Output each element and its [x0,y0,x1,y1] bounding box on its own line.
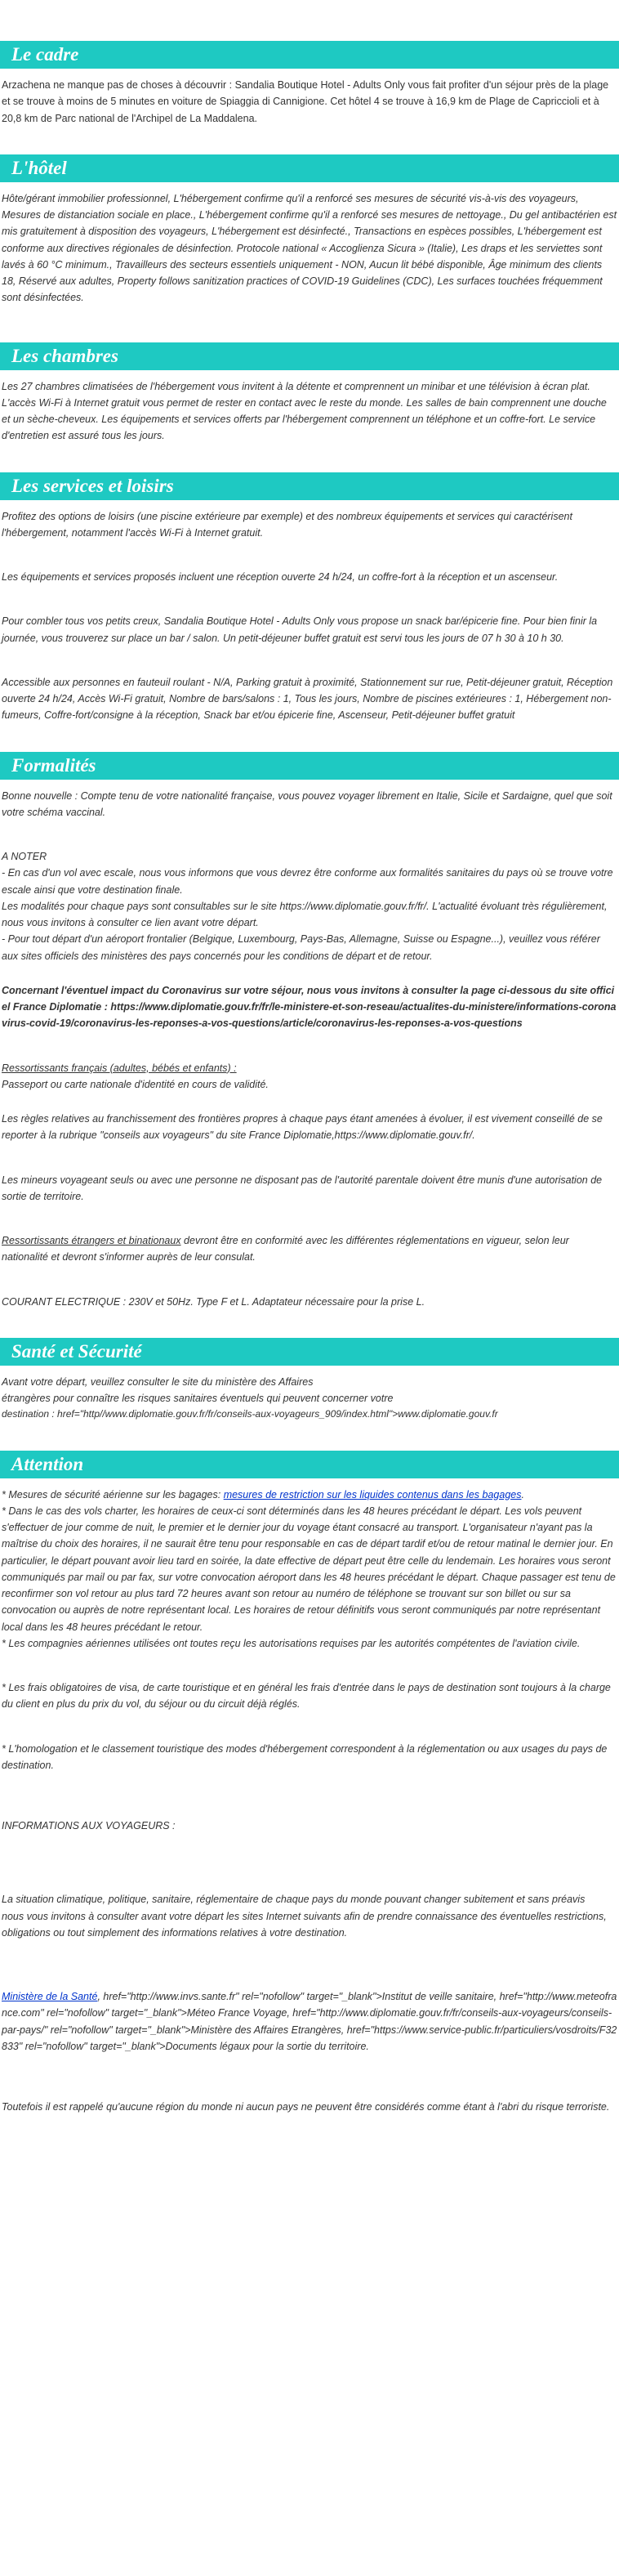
mesures-suffix: . [521,1488,524,1500]
section-title-cadre: Le cadre [0,41,619,69]
spacer [2,1042,617,1060]
situation-text [2,1891,617,1941]
hotel-text: Hôte/gérant immobilier professionnel, L'hébergement confirme qu'il a renforcé ses mesures de sécurité vis-à-vis des voyageurs, Mesures de distanciation sociale en place., L'hébergement confirme qu'il a renforcé ses mesures de nettoyage., Du gel antibactérien est mis gratuitement à disposition des voyageurs, L'hébergement est désinfecté., Transactions en espèces possibles, L'hébergement est conforme aux directives régionales de désinfection. Protocole national « Accoglienza Sicura » (Italie), Les draps et les serviettes sont lavés à 60 °C minimum., Travailleurs des secteurs essentiels uniquement - NON, Aucun lit bébé disponible, Âge minimum des clients 18, Réservé aux adultes, Property follows sanitization practices of COVID-19 Guidelines (CDC), Les surfaces touchées fréquemment sont désinfectées. [2,192,617,304]
french-nationals [2,1060,617,1093]
spacer [2,1661,617,1679]
terrorism-text: Toutefois il est rappelé qu'aucune région du monde ni aucun pays ne peuvent être considérés comme étant à l'abri du risque terroriste. [2,2101,610,2113]
section-formalites [0,752,619,1310]
spacer [2,656,617,674]
note-line-2: Les modalités pour chaque pays sont consultables sur le site https://www.diplomatie.gouv.fr/fr/. L'actualité évoluant très régulièrement, nous vous invitons à consulter ce lien avant votre départ. [2,900,608,928]
services-p4: Accessible aux personnes en fauteuil roulant - N/A, Parking gratuit à proximité, Stationnement sur rue, Petit-déjeuner gratuit, Réception ouverte 24 h/24, Accès Wi-Fi gratuit, Nombre de bars/salons : 1, Tous les jours, Nombre de piscines extérieures : 1, Hébergement non-fumeurs, Coffre-fort/consigne à la réception, Snack bar et/ou épicerie fine, Ascenseur, Petit-déjeuner buffet gratuit [2,676,613,722]
section-title-formalites: Formalités [0,752,619,780]
french-nationals-text: Passeport ou carte nationale d'identité en cours de validité. [2,1078,269,1090]
foreign-nationals [2,1232,617,1266]
french-nationals-title: Ressortissants français (adultes, bébés et enfants) : [2,1062,237,1074]
health-line-2: étrangères pour connaître les risques sanitaires éventuels qui peuvent concerner votre [2,1393,394,1404]
attention-frais: * Les frais obligatoires de visa, de carte touristique et en général les frais d'entrée dans le pays de destination sont toujours à la charge du client en plus du prix du vol, du séjour ou du circuit déjà réglés. [2,1682,611,1711]
attention-mesures [2,1487,617,1503]
services-p2: Les équipements et services proposés incluent une réception ouverte 24 h/24, un coffre-fort à la réception et un ascenseur. [2,571,559,583]
spacer [2,1214,617,1232]
ministere-sante-link[interactable]: Ministère de la Santé [2,1991,98,2003]
cadre-text: Arzachena ne manque pas de choses à découvrir : Sandalia Boutique Hotel - Adults Only vous fait profiter d'un séjour près de la plage et se trouve à moins de 5 minutes en voiture de Spiaggia di Cannigione. Cet hôtel 4 se trouve à 16,9 km de Plage de Capriccioli et à 20,8 km de Parc national de l'Archipel de La Maddalena. [2,79,609,124]
section-sante [0,1338,619,1423]
spacer [2,595,617,613]
section-body-sante [0,1366,619,1423]
covid-notice: Concernant l'éventuel impact du Coronavirus sur votre séjour, nous vous invitons à consulter la page ci-dessous du site officiel France Diplomatie : https://www.diplomatie.gouv.fr/fr/le-ministere-et-son-reseau/actualites-du-ministere/informations-coronavirus-covid-19/coronavirus-les-reponses-a-vos-questions/article/coronavirus-les-reponses-a-vos-questions [2,984,617,1030]
minors-text: Les mineurs voyageant seuls ou avec une personne ne disposant pas de l'autorité parentale doivent être munis d'une autorisation de sortie de territoire. [2,1174,603,1202]
spacer [2,1723,617,1741]
section-title-hotel: L'hôtel [0,154,619,182]
formalites-note [2,848,617,964]
borders-text: Les règles relatives au franchissement des frontières propres à chaque pays étant amenées à évoluer, il est vivement conseillé de se reporter à la rubrique "conseils aux voyageurs" du site France Diplomatie,https://www.diplomatie.gouv.fr/. [2,1113,603,1142]
health-line-3: destination : href="http//www.diplomatie.gouv.fr/fr/conseils-aux-voyageurs_909/index.html">www.diplomatie.gouv.fr [2,1408,498,1420]
chambres-text: Les 27 chambres climatisées de l'hébergement vous invitent à la détente et comprennent un minibar et une télévision à écran plat. L'accès Wi-Fi à Internet gratuit vous permet de rester en contact avec le reste du monde. Les salles de bain comprennent une douche et un sèche-cheveux. Les équipements et services offerts par l'hébergement comprennent un téléphone et un coffre-fort. Le service d'entretien est assuré tous les jours. [2,380,607,442]
spacer [2,1154,617,1172]
official-sites-text: , href="http://www.invs.sante.fr" rel="nofollow" target="_blank">Institut de veille sanitaire, href="http://www.meteofrance.com" rel="nofollow" target="_blank">Méteo France Voyage, href="http://www.diplomatie.gouv.fr/fr/conseils-aux-voyageurs/conseils-par-pays/" rel="nofollow" target="_blank">Ministère des Affaires Etrangères, href="https://www.service-public.fr/particuliers/vosdroits/F32833" rel="nofollow" target="_blank">Documents légaux pour la sortie du territoire. [2,1991,617,2052]
health-line-1: Avant votre départ, veuillez consulter le site du ministère des Affaires [2,1375,314,1388]
situation-line-2: nous vous invitons à consulter avant votre départ les sites Internet suivants afin de prendre connaissance des éventuelles restrictions, obligations ou tout simplement des informations relatives à votre destination. [2,1910,607,1939]
official-sites [2,1988,617,2055]
section-attention [0,1451,619,2116]
services-p3: Pour combler tous vos petits creux, Sandalia Boutique Hotel - Adults Only vous propose un snack bar/épicerie fine. Pour bien finir la journée, vous trouverez sur place un bar / salon. Un petit-déjeuner buffet gratuit est servi tous les jours de 07 h 30 à 10 h 30. [2,615,598,644]
section-services [0,472,619,724]
spacer [2,1276,617,1294]
attention-homologation: * L'homologation et le classement touristique des modes d'hébergement correspondent à la réglementation ou aux usages du pays de destination. [2,1742,608,1771]
mesures-prefix: * Mesures de sécurité aérienne sur les bagages: [2,1488,224,1500]
spacer [2,1844,617,1891]
attention-charter: * Dans le cas des vols charter, les horaires de ceux-ci sont déterminés dans les 48 heures précédant le départ. Les vols peuvent s'effectuer de jour comme de nuit, le premier et le dernier jour du voyage étant consacré au transport. L'organisateur n'ayant pas la maîtrise du choix des horaires, il ne saurait être tenu pour responsable en cas de départ tardif et/ou de retour matinal le dernier jour. En particulier, le départ pouvant avoir lieu tard en soirée, la date effective de départ peut être celle du lendemain. Les horaires vous seront communiqués par mail ou par fax, sur votre convocation aéroport dans les 48 heures précédant le départ. Chaque passager est tenu de reconfirmer son vol retour au plus tard 72 heures avant son retour au numéro de téléphone se trouvant sur son billet ou sur sa convocation ou auprès de notre représentant local. Les horaires de retour définitifs vous seront communiqués par notre représentant local dans les 48 heures précédant le retour. [2,1505,616,1633]
spacer [2,964,617,982]
section-body-formalites [0,780,619,1310]
foreign-nationals-text: devront être en conformité avec les différentes réglementations en vigueur, selon leur nationalité et devront s'informer auprès de leur consulat. [2,1235,569,1263]
spacer [2,2064,617,2099]
note-line-3: - Pour tout départ d'un aéroport frontalier (Belgique, Luxembourg, Pays-Bas, Allemagne, Suisse ou Espagne...), veuillez vous référer aux sites officiels des ministères des pays concernés pour les conditions de départ et de retour. [2,933,600,962]
health-text [2,1374,617,1423]
spacer [2,1941,617,1988]
note-title: A NOTER [2,851,47,862]
services-p1: Profitez des options de loisirs (une piscine extérieure par exemple) et des nombreux équipements et services qui caractérisent l'hébergement, notamment l'accès Wi-Fi à Internet gratuit. [2,510,572,539]
section-body-cadre [0,69,619,127]
power-text: COURANT ELECTRIQUE : 230V et 50Hz. Type F et L. Adaptateur nécessaire pour la prise L. [2,1295,425,1308]
liquids-restriction-link[interactable]: mesures de restriction sur les liquides contenus dans les bagages [223,1488,522,1500]
section-body-services [0,500,619,724]
note-line-1: - En cas d'un vol avec escale, nous vous informons que vous devrez être conforme aux formalités sanitaires du pays où se trouve votre escale ainsi que votre destination finale. [2,867,613,896]
spacer [2,551,617,569]
section-title-attention: Attention [0,1451,619,1478]
section-hotel [0,154,619,306]
attention-compagnies: * Les compagnies aériennes utilisées ont toutes reçu les autorisations requises par les autorités compétentes de l'aviation civile. [2,1637,581,1649]
section-cadre [0,0,619,127]
section-body-chambres [0,370,619,445]
section-body-hotel [0,182,619,306]
section-title-sante: Santé et Sécurité [0,1338,619,1366]
section-chambres [0,334,619,445]
infos-voyageurs-title: INFORMATIONS AUX VOYAGEURS : [2,1820,176,1832]
situation-line-1: La situation climatique, politique, sanitaire, réglementaire de chaque pays du monde pouvant changer subitement et sans préavis [2,1894,586,1906]
spacer [2,830,617,848]
spacer [2,1093,617,1111]
section-title-services: Les services et loisirs [0,472,619,500]
formalites-intro: Bonne nouvelle : Compte tenu de votre nationalité française, vous pouvez voyager librement en Italie, Sicile et Sardaigne, quel que soit votre schéma vaccinal. [2,789,612,818]
spacer [2,1783,617,1818]
foreign-nationals-title: Ressortissants étrangers et binationaux [2,1235,181,1246]
section-body-attention [0,1478,619,2116]
section-title-chambres: Les chambres [0,342,619,370]
